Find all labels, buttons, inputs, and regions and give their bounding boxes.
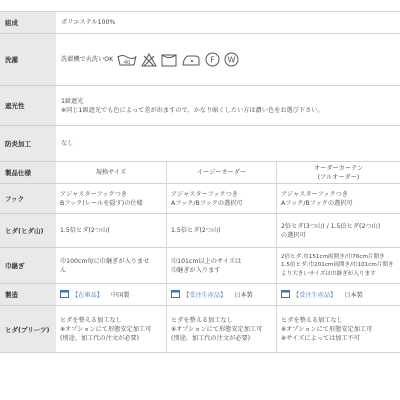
row-label: 組成 bbox=[0, 12, 56, 33]
cell-line: アジャスターフックつき bbox=[171, 190, 238, 198]
cell-line: ん bbox=[60, 266, 67, 274]
spec-col-text: イージーオーダー bbox=[196, 169, 247, 176]
hook-col-standard bbox=[56, 184, 166, 213]
row-made bbox=[0, 283, 400, 305]
made-country: 日本製 bbox=[234, 291, 253, 299]
spec-col-sub: (フルオーダー) bbox=[317, 173, 360, 181]
row-pleats-shape bbox=[0, 305, 400, 353]
spec-col-text: オーダーカーテン bbox=[313, 164, 364, 172]
pleats-col-easy bbox=[166, 306, 276, 352]
cell-line: ヒダを整える加工なし bbox=[171, 316, 233, 324]
stock-tag: 【在庫品】 bbox=[72, 291, 103, 299]
row-label: 製品仕様 bbox=[0, 162, 56, 183]
row-label: ヒダ(ヒダ山) bbox=[0, 214, 56, 247]
calendar-icon bbox=[60, 289, 69, 301]
cell-line: ヒダを整える加工なし bbox=[60, 316, 122, 324]
hook-col-easy bbox=[166, 184, 276, 213]
spec-col-standard bbox=[56, 162, 166, 183]
cell-line: 1.5倍ヒダ:巾201cm両開き/巾101cm片開き bbox=[281, 262, 394, 269]
hook-col-full bbox=[276, 184, 400, 213]
calendar-icon bbox=[171, 289, 180, 301]
row-material bbox=[0, 11, 400, 33]
spec-col-easy bbox=[166, 162, 276, 183]
made-country: 中国製 bbox=[110, 291, 130, 299]
join-col-easy bbox=[166, 248, 276, 283]
join-col-full bbox=[276, 248, 400, 283]
join-col-standard bbox=[56, 248, 166, 283]
cell-line: Bフック(レールを隠す)の仕様 bbox=[60, 199, 143, 207]
row-pleat bbox=[0, 213, 400, 247]
cell-line: Aフック/Bフックの選択可 bbox=[281, 199, 353, 207]
made-col-full bbox=[276, 284, 400, 305]
cell-line: ※サイズによっては加工不可 bbox=[281, 334, 360, 342]
pleat-col-standard bbox=[56, 214, 166, 247]
cell-line: ※オプションにて形態安定加工可 bbox=[281, 325, 373, 333]
washing-value bbox=[56, 34, 400, 85]
blackout-note: ※同じ1級遮光でも色によって差が出ますので、かなり暗くしたい方は濃い色をお選び下さい。 bbox=[61, 106, 324, 114]
cell-line: ヒダを整える加工なし bbox=[281, 316, 343, 324]
wash-40-icon bbox=[117, 53, 137, 67]
row-label: ヒダ(プリーツ) bbox=[0, 306, 56, 352]
cell-line: 巾101cm以上のサイズは bbox=[171, 257, 242, 265]
cell-line: ※オプションにて形態安定加工可 bbox=[171, 325, 263, 333]
material-value: ポリエステル100% bbox=[61, 19, 116, 26]
cell-line: 巾100cm毎に巾継ぎが入りませ bbox=[60, 257, 150, 265]
pleats-col-full bbox=[276, 306, 400, 352]
pleat-col-full bbox=[276, 214, 400, 247]
dry-f-text: F bbox=[210, 55, 216, 65]
pleat-col-easy bbox=[166, 214, 276, 247]
row-label: 防炎加工 bbox=[0, 126, 56, 161]
cell-line: Aフック/Bフックの選択可 bbox=[171, 199, 243, 207]
row-join bbox=[0, 247, 400, 283]
cell-line: ※オプションにて形態安定加工可 bbox=[60, 325, 152, 333]
made-to-order-tag: 【受注生産品】 bbox=[183, 291, 227, 299]
iron-low-icon bbox=[181, 53, 201, 67]
row-label: フック bbox=[0, 184, 56, 213]
cell-line: より大きいサイズは巾継ぎが入ります bbox=[281, 270, 376, 277]
row-label: 製造 bbox=[0, 284, 56, 305]
blackout-value bbox=[56, 86, 400, 125]
row-flame bbox=[0, 125, 400, 161]
made-country: 日本製 bbox=[344, 291, 363, 299]
cell-line: 1.5倍ヒダ(2つ山) bbox=[171, 227, 221, 234]
blackout-line: 1級遮光 bbox=[61, 97, 84, 105]
row-label: 遮光性 bbox=[0, 86, 56, 125]
pleats-col-standard bbox=[56, 306, 166, 352]
row-label: 洗濯 bbox=[0, 34, 56, 85]
made-col-standard bbox=[56, 284, 166, 305]
wash-temp-text: 40 bbox=[124, 59, 131, 66]
row-washing bbox=[0, 33, 400, 85]
row-spec bbox=[0, 161, 400, 183]
made-to-order-tag: 【受注生産品】 bbox=[293, 291, 337, 299]
calendar-icon bbox=[281, 289, 290, 301]
cell-line: 2倍ヒダ:巾151cm両開き/巾76cm片開き bbox=[281, 253, 385, 260]
row-blackout bbox=[0, 85, 400, 125]
cell-line: (別途、加工代の注文が必要) bbox=[60, 334, 140, 342]
washing-text: 洗濯機で丸洗いOK bbox=[61, 56, 114, 63]
no-bleach-icon bbox=[141, 53, 157, 67]
cell-line: アジャスターフックつき bbox=[281, 190, 348, 198]
dry-clean-f-icon bbox=[205, 52, 220, 67]
made-col-easy bbox=[166, 284, 276, 305]
row-label: 巾継ぎ bbox=[0, 248, 56, 283]
spec-col-text: 規格サイズ bbox=[95, 169, 127, 176]
cell-line: 2倍ヒダ(3つ山) / 1.5倍ヒダ(2つ山) bbox=[281, 222, 381, 230]
wet-w-text: W bbox=[227, 55, 236, 65]
spec-col-full bbox=[276, 162, 400, 183]
cell-line: (別途、加工代の注文が必要) bbox=[171, 334, 251, 342]
cell-line: アジャスターフックつき bbox=[60, 190, 127, 198]
cell-line: の選択可 bbox=[281, 231, 306, 239]
hang-dry-icon bbox=[161, 53, 177, 67]
cell-line: 1.5倍ヒダ(2つ山) bbox=[60, 227, 110, 234]
cell-line: 巾継ぎが入ります bbox=[171, 266, 221, 274]
flame-value: なし bbox=[61, 140, 74, 147]
wet-clean-w-icon bbox=[224, 52, 239, 67]
row-hook bbox=[0, 183, 400, 213]
